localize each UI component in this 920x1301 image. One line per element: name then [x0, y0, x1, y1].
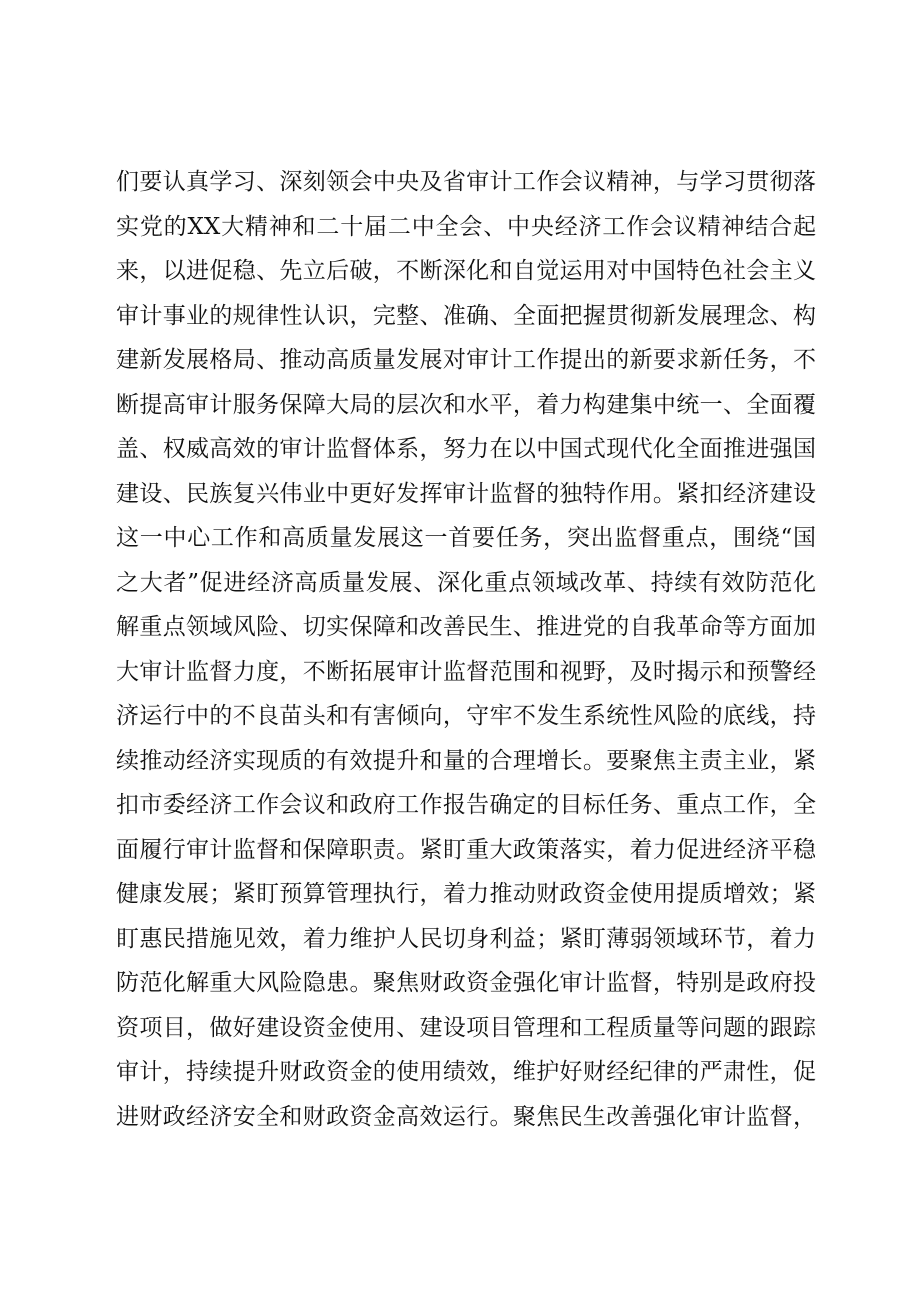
text-line: 们要认真学习、深刻领会中央及省审计工作会议精神，与学习贯彻落 [116, 169, 816, 195]
text-line: 审计，持续提升财政资金的使用绩效，维护好财经纪律的严肃性，促 [116, 1059, 816, 1085]
text-line: 资项目，做好建设资金使用、建设项目管理和工程质量等问题的跟踪 [116, 1014, 816, 1041]
text-line: 进财政经济安全和财政资金高效运行。聚焦民生改善强化审计监督， [116, 1103, 816, 1130]
text-line: 盖、权威高效的审计监督体系，努力在以中国式现代化全面推进强国 [116, 436, 816, 462]
text-line: 续推动经济实现质的有效提升和量的合理增长。要聚焦主责主业，紧 [116, 747, 816, 774]
text-line: 盯惠民措施见效，着力维护人民切身利益；紧盯薄弱领域环节，着力 [116, 925, 816, 952]
text-line: 面履行审计监督和保障职责。紧盯重大政策落实，着力促进经济平稳 [116, 836, 816, 863]
text-line: 实党的XX大精神和二十届二中全会、中央经济工作会议精神结合起 [116, 213, 816, 240]
text-line: 之大者”促进经济高质量发展、深化重点领域改革、持续有效防范化 [116, 569, 816, 596]
text-line: 审计事业的规律性认识，完整、准确、全面把握贯彻新发展理念、构 [116, 302, 816, 329]
text-line: 济运行中的不良苗头和有害倾向，守牢不发生系统性风险的底线，持 [116, 703, 816, 729]
text-line: 大审计监督力度，不断拓展审计监督范围和视野，及时揭示和预警经 [116, 658, 816, 685]
body-paragraph [116, 160, 816, 1139]
text-line: 这一中心工作和高质量发展这一首要任务，突出监督重点，围绕“国 [116, 525, 816, 551]
text-line: 扣市委经济工作会议和政府工作报告确定的目标任务、重点工作，全 [116, 792, 816, 818]
text-line: 防范化解重大风险隐患。聚焦财政资金强化审计监督，特别是政府投 [116, 970, 816, 996]
text-line: 建新发展格局、推动高质量发展对审计工作提出的新要求新任务，不 [116, 347, 816, 373]
text-line: 来，以进促稳、先立后破，不断深化和自觉运用对中国特色社会主义 [116, 258, 816, 284]
text-line: 建设、民族复兴伟业中更好发挥审计监督的独特作用。紧扣经济建设 [116, 480, 816, 507]
text-line: 健康发展；紧盯预算管理执行，着力推动财政资金使用提质增效；紧 [116, 881, 816, 907]
text-line: 断提高审计服务保障大局的层次和水平，着力构建集中统一、全面覆 [116, 391, 816, 418]
text-line: 解重点领域风险、切实保障和改善民生、推进党的自我革命等方面加 [116, 614, 816, 640]
